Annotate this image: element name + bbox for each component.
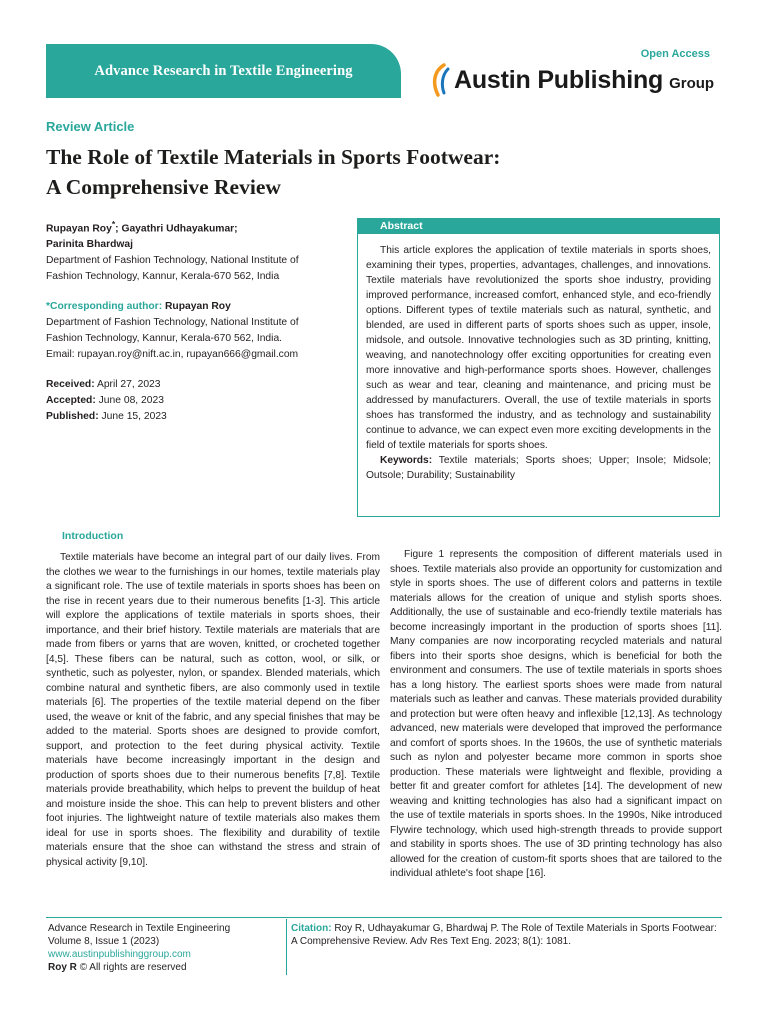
journal-name: Advance Research in Textile Engineering — [94, 62, 353, 79]
body-column-left — [46, 551, 380, 870]
accepted-label: Accepted: — [46, 395, 96, 407]
footer-rights: © All rights are reserved — [79, 962, 187, 973]
footer-vertical-divider — [286, 919, 287, 975]
title-line-1: The Role of Textile Materials in Sports Footwear: — [46, 145, 501, 169]
citation-label: Citation: — [291, 923, 332, 934]
author-info — [46, 216, 346, 425]
corresponding-mark: * — [111, 219, 116, 229]
paragraph: Textile materials have become an integral part of our daily lives. From the clothes we wear to the furnishings in our homes, textile materials play a significant role. The use of textile materials in sports shoes has been on the rise in recent years due to their numerous benefits [1-3]. This article will explore the applications of textile materials in sports shoes, their importance, and their brief history. Textile materials are materials that are made from fibers or yarns that are woven, knitted, or crocheted together [4,5]. These fibers can be natural, such as cotton, wool, or silk, or synthetic, such as polyester, nylon, or spandex. Blended materials, which combine natural and synthetic fibers, are also commonly used in textile materials [6]. The properties of the textile material depend on the fiber used, the weave or knit of the fabric, and any special finishes that may be added to the material. Sports shoes are designed to provide comfort, support, and protection to the feet during physical activity. Textile materials have become increasingly important in the design and production of sports shoes due to their numerous benefits [7,8]. Textile materials provide breathability, which helps to prevent the buildup of heat and moisture inside the shoe. This can help to prevent blisters and other foot injuries. The lightweight nature of textile materials also makes them ideal for use in sports shoes. The flexibility and durability of textile materials ensure that the shoe can withstand the stress and strain of physical activity [9,10]. — [46, 552, 380, 868]
abstract-box — [357, 218, 720, 517]
corresponding-name: Rupayan Roy — [165, 301, 231, 313]
keywords-text: Textile materials; Sports shoes; Upper; Insole; Midsole; Outsole; Durability; Sustainability — [366, 455, 711, 481]
publisher-name: Austin Publishing — [454, 65, 664, 94]
corresponding-label: *Corresponding author: — [46, 301, 163, 313]
abstract-text: This article explores the application of textile materials in sports shoes, examining their types, properties, advantages, challenges, and innovations. Textile materials have revolutionized the sports shoe industry, providing improved performance, increased comfort, enhanced style, and eco-friendly options. Different types of textile materials such as natural, synthetic, and blended, are used in different parts of sports shoes such as upper, insole, midsole, and outsole. Innovative technologies such as 3D printing, knitting, weaving, and nanotechnology offer exciting opportunities for creating even more innovative and high-performance sports shoes. However, challenges such as wear and tear, cleaning and maintenance, and pricing must be addressed by manufacturers. Overall, the use of textile materials in sports shoes has transformed the industry, and as technology and sustainability continue to advance, we can expect even more exciting developments in the field of textile materials for sports shoes. — [366, 245, 711, 451]
corresponding-email: Email: rupayan.roy@nift.ac.in, rupayan666@gmail.com — [46, 349, 299, 361]
published-date: June 15, 2023 — [101, 411, 167, 423]
journal-banner — [46, 44, 401, 98]
publisher-group: Group — [669, 74, 715, 92]
footer-divider — [46, 917, 722, 918]
author-name: Rupayan Roy — [46, 223, 112, 235]
affiliation — [46, 253, 346, 285]
received-date: April 27, 2023 — [96, 379, 161, 391]
open-access-label: Open Access — [640, 48, 710, 60]
footer-journal: Advance Research in Textile Engineering — [48, 923, 231, 934]
author-list — [46, 216, 346, 253]
corresponding-address-line: Fashion Technology, Kannur, Kerala-670 562, India. — [46, 333, 283, 345]
article-title — [46, 142, 646, 202]
corresponding-address-line: Department of Fashion Technology, National Institute of — [46, 317, 299, 329]
corresponding-author — [46, 299, 346, 363]
abstract-heading: Abstract — [358, 219, 719, 234]
footer-website-link[interactable]: www.austinpublishinggroup.com — [48, 949, 191, 960]
footer-volume: Volume 8, Issue 1 (2023) — [48, 936, 160, 947]
abstract-keywords — [366, 453, 711, 483]
footer-rights-author: Roy R — [48, 962, 77, 973]
published-label: Published: — [46, 411, 99, 423]
article-dates — [46, 377, 346, 425]
paragraph: Figure 1 represents the composition of different materials used in shoes. Textile materials also provide an opportunity for customization and style in sports shoes. The use of different colors and patterns in textile materials allows for the creation of unique and stylish sports shoes. Additionally, the use of sustainable and eco-friendly textile materials has become increasingly important in the production of sports shoes [11]. Many companies are now incorporating recycled materials and natural fibers into their sports shoe designs, which is beneficial for both the environment and consumers. The use of textile materials in sports shoes has a long history. The earliest sports shoes were made from natural materials such as leather and canvas. These materials provided durability and protection but were often heavy and inflexible [12,13]. As technology advanced, new materials were developed that improved the performance and comfort of sports shoes. In the 1960s, the use of synthetic materials such as nylon and polyester became more common in sports shoe production. These materials were lightweight and flexible, providing a better fit and greater comfort for athletes [14]. The development of new weaving and knitting technologies has also had a significant impact on the use of textile materials in sports shoes. In the 1990s, Nike introduced Flywire technology, which used high-strength threads to provide support and stability in sports shoes. The use of 3D printing technology has also allowed for the creation of custom-fit sports shoes that are tailored to the individual athlete's foot shape [16]. — [390, 549, 722, 879]
keywords-label: Keywords: — [380, 455, 433, 466]
introduction-heading: Introduction — [62, 530, 124, 542]
footer-citation — [291, 922, 721, 948]
body-column-right — [390, 548, 722, 882]
received-label: Received: — [46, 379, 95, 391]
author-name: Parinita Bhardwaj — [46, 239, 133, 251]
austin-logo-icon — [430, 63, 452, 97]
affiliation-line: Fashion Technology, Kannur, Kerala-670 562, India — [46, 271, 280, 283]
title-line-2: A Comprehensive Review — [46, 175, 281, 199]
affiliation-line: Department of Fashion Technology, National Institute of — [46, 255, 299, 267]
article-type: Review Article — [46, 119, 135, 134]
publisher-logo — [430, 60, 714, 100]
accepted-date: June 08, 2023 — [98, 395, 164, 407]
author-names: ; Gayathri Udhayakumar; — [115, 223, 238, 235]
footer-journal-info — [48, 922, 230, 974]
citation-text: Roy R, Udhayakumar G, Bhardwaj P. The Role of Textile Materials in Sports Footwear: A Comprehensive Review. Adv Res Text Eng. 2023; 8(1): 1081. — [291, 923, 717, 947]
